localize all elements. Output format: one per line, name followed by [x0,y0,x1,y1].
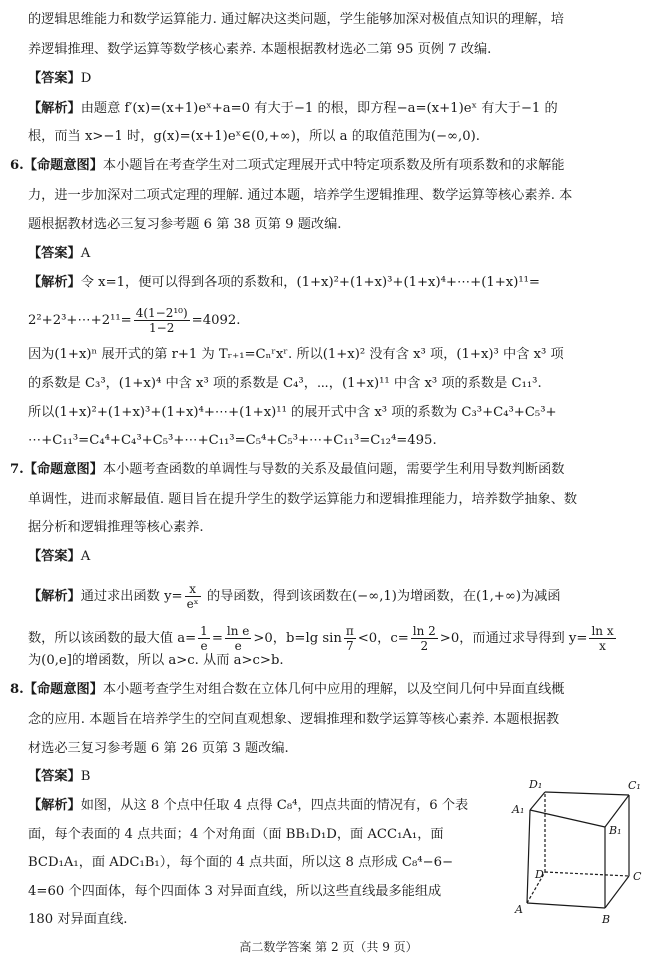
formula-text: 2²+2³+⋯+2¹¹= [28,313,132,328]
text-line: 念的应用. 本题旨在培养学生的空间直观想象、逻辑推理和数学运算等核心素养. 本题根据教 [28,712,560,727]
denominator: eˣ [186,597,199,611]
fraction [225,624,251,653]
intent-tag: 7.【命题意图】 [10,462,103,477]
vertex-label-a: A [515,903,523,916]
vertex-label-d1: D₁ [529,778,543,791]
analysis-text: 通过求出函数 y= [80,589,183,604]
fraction [344,624,356,653]
answer-line [28,69,91,89]
answer-tag: 【答案】 [28,549,81,564]
fraction [589,624,615,653]
analysis-tag: 【解析】 [28,275,81,290]
vertex-label-c1: C₁ [628,779,641,792]
vertex-label-c: C [633,870,642,883]
answer-line [28,547,90,567]
denominator: 2 [420,639,429,653]
answer-line [28,244,90,264]
formula-text: >0，b=lg sin [253,631,342,646]
numerator: ln x [591,624,614,638]
edge-d-c [545,872,629,876]
numerator: 1 [200,624,208,638]
text-line: 180 对异面直线. [28,912,128,927]
edge-c1-d1 [545,792,629,795]
text-line: 为(0,e]的增函数，所以 a>c. 从而 a>c>b. [28,653,284,668]
answer-value: D [80,71,92,86]
analysis-text: 令 x=1，便可以得到各项的系数和，(1+x)²+(1+x)³+(1+x)⁴+⋯+(1+x)¹¹= [80,275,540,290]
analysis-line [28,796,468,816]
edge-a-a1 [527,810,530,903]
analysis-tag: 【解析】 [28,798,81,813]
vertex-label-b1: B₁ [609,824,622,837]
text-line: 面，每个表面的 4 点共面；4 个对角面（面 BB₁D₁D，面 ACC₁A₁，面 [28,827,444,842]
formula-line [28,306,240,335]
edge-a-b [527,903,605,908]
edge-b1-c1 [605,795,629,827]
formula-line [28,624,618,653]
analysis-text: 如图，从这 8 个点中任取 4 点得 C₈⁴，四点共面的情况有，6 个表 [80,798,469,813]
denominator: e [200,639,208,653]
intent-text: 本小题考查学生对组合数在立体几何中应用的理解，以及空间几何中异面直线概 [102,682,565,697]
intent-text: 本小题考查函数的单调性与导数的关系及最值问题，需要学生利用导数判断函数 [102,462,565,477]
answer-tag: 【答案】 [28,769,81,784]
text-line: 材选必三复习参考题 6 第 26 页第 3 题改编. [28,741,289,756]
answer-value: A [80,246,91,261]
question-8-intent [10,680,564,700]
intent-tag: 8.【命题意图】 [10,682,103,697]
question-6-intent [10,156,564,176]
edge-d1-a1 [530,792,545,810]
analysis-tag: 【解析】 [28,101,81,116]
formula-text: >0，而通过求导得到 y= [439,631,588,646]
numerator: x [185,582,201,597]
text-line: 力，进一步加深对二项式定理的理解. 通过本题，培养学生逻辑推理、数学运算等核心素养. 本 [28,188,573,203]
text-line: 的逻辑思维能力和数学运算能力. 通过解决这类问题，学生能够加深对极值点知识的理解，培 [28,12,564,27]
answer-value: B [80,769,91,784]
edge-a1-b1 [530,810,605,827]
text-line: 所以(1+x)²+(1+x)³+(1+x)⁴+⋯+(1+x)¹¹ 的展开式中含 x³ 项的系数为 C₃³+C₄³+C₅³+ [28,405,557,420]
intent-tag: 6.【命题意图】 [10,158,103,173]
fraction [411,624,438,653]
text-line: 养逻辑推理、数学运算等数学核心素养. 本题根据教材选必二第 95 页例 7 改编. [28,42,492,57]
analysis-line [28,273,540,293]
text-line: ⋯+C₁₁³=C₄⁴+C₄³+C₅³+⋯+C₁₁³=C₅⁴+C₅³+⋯+C₁₁³=C₁₂⁴=495. [28,433,437,448]
denominator: x [599,639,606,653]
denominator: e [234,639,242,653]
analysis-line [28,99,558,119]
numerator: π [345,624,354,638]
text-line: 因为(1+x)ⁿ 展开式的第 r+1 为 Tᵣ₊₁=Cₙʳxʳ. 所以(1+x)² 没有含 x³ 项，(1+x)³ 中含 x³ 项 [28,347,564,362]
formula-text: =4092. [191,313,241,328]
intent-text: 本小题旨在考查学生对二项式定理展开式中特定项系数及所有项系数和的求解能 [102,158,565,173]
text-line: 的系数是 C₃³，(1+x)⁴ 中含 x³ 项的系数是 C₄³，⋯，(1+x)¹¹ 中含 x³ 项的系数是 C₁₁³. [28,376,542,391]
vertex-label-d: D [535,868,544,881]
formula-text: 数，所以该函数的最大值 a= [28,631,197,646]
text-line: 题根据教材选必三复习参考题 6 第 38 页第 9 题改编. [28,217,342,232]
numerator: 4(1−2¹⁰) [135,306,188,320]
numerator: ln e [226,624,250,638]
fraction [185,582,201,611]
page-footer: 高二数学答案 第 2 页（共 9 页） [239,940,418,954]
formula-text: <0，c= [357,631,409,646]
answer-tag: 【答案】 [28,71,81,86]
text-line: 根，而当 x>−1 时，g(x)=(x+1)eˣ∈(0,+∞)，所以 a 的取值范围为(−∞,0). [28,129,480,144]
vertex-label-b: B [602,913,611,926]
fraction [134,306,190,335]
edge-b-c [605,876,629,908]
question-7-intent [10,460,564,480]
text-line: 单调性，进而求解最值. 题目旨在提升学生的数学运算能力和逻辑推理能力，培养数学抽象、数 [28,492,578,507]
analysis-text: 由题意 f′(x)=(x+1)eˣ+a=0 有大于−1 的根，即方程−a=(x+1)eˣ 有大于−1 的 [80,101,558,116]
denominator: 1−2 [149,321,175,335]
text-line: 4=60 个四面体，每个四面体 3 对异面直线，所以这些直线最多能组成 [28,884,442,899]
numerator: ln 2 [412,624,436,638]
text-line: BCD₁A₁，面 ADC₁B₁），每个面的 4 点共面，所以这 8 点形成 C₈⁴−6− [28,855,454,870]
cube-figure [505,772,653,932]
denominator: 7 [345,639,354,653]
analysis-tag: 【解析】 [28,589,81,604]
vertex-label-a1: A₁ [512,803,525,816]
answer-value: A [80,549,91,564]
text-line: 据分析和逻辑推理等核心素养. [28,520,204,535]
fraction [198,624,210,653]
formula-text: = [211,631,223,646]
analysis-text: 的导函数，得到该函数在(−∞,1)为增函数，在(1,+∞)为减函 [202,589,561,604]
answer-tag: 【答案】 [28,246,81,261]
analysis-line [28,582,561,611]
answer-line [28,767,90,787]
